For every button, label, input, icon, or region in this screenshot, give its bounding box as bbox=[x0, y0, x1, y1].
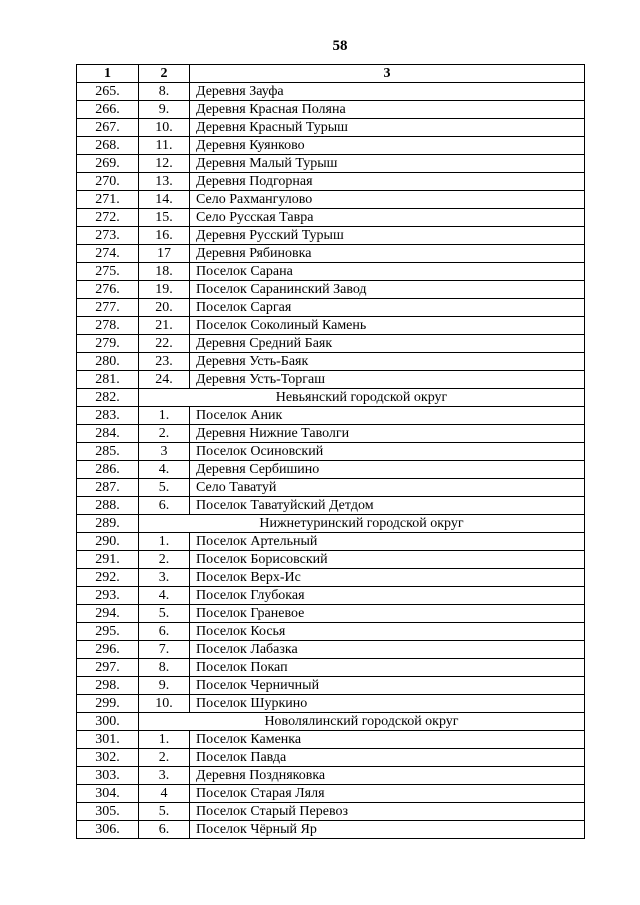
settlement-name: Поселок Старый Перевоз bbox=[190, 803, 585, 821]
row-number: 266. bbox=[77, 101, 139, 119]
sub-number: 16. bbox=[139, 227, 190, 245]
row-number: 269. bbox=[77, 155, 139, 173]
sub-number: 6. bbox=[139, 821, 190, 839]
sub-number: 2. bbox=[139, 749, 190, 767]
table-row bbox=[77, 407, 585, 425]
row-number: 284. bbox=[77, 425, 139, 443]
sub-number: 18. bbox=[139, 263, 190, 281]
sub-number: 8. bbox=[139, 659, 190, 677]
table-row bbox=[77, 83, 585, 101]
settlement-name: Поселок Глубокая bbox=[190, 587, 585, 605]
settlement-name: Деревня Красная Поляна bbox=[190, 101, 585, 119]
sub-number: 6. bbox=[139, 497, 190, 515]
table-row bbox=[77, 335, 585, 353]
row-number: 276. bbox=[77, 281, 139, 299]
settlement-name: Поселок Каменка bbox=[190, 731, 585, 749]
sub-number: 13. bbox=[139, 173, 190, 191]
table-row bbox=[77, 677, 585, 695]
row-number: 297. bbox=[77, 659, 139, 677]
sub-number: 14. bbox=[139, 191, 190, 209]
sub-number: 1. bbox=[139, 407, 190, 425]
row-number: 273. bbox=[77, 227, 139, 245]
settlement-name: Поселок Лабазка bbox=[190, 641, 585, 659]
table-header-row bbox=[77, 65, 585, 83]
table-row bbox=[77, 227, 585, 245]
sub-number: 4. bbox=[139, 587, 190, 605]
table-row bbox=[77, 101, 585, 119]
settlement-name: Поселок Граневое bbox=[190, 605, 585, 623]
settlement-name: Поселок Черничный bbox=[190, 677, 585, 695]
row-number: 296. bbox=[77, 641, 139, 659]
table-row bbox=[77, 803, 585, 821]
sub-number: 23. bbox=[139, 353, 190, 371]
sub-number: 21. bbox=[139, 317, 190, 335]
row-number: 282. bbox=[77, 389, 139, 407]
sub-number: 9. bbox=[139, 101, 190, 119]
header-col-2: 2 bbox=[139, 65, 190, 83]
table-row bbox=[77, 443, 585, 461]
row-number: 294. bbox=[77, 605, 139, 623]
sub-number: 2. bbox=[139, 425, 190, 443]
row-number: 268. bbox=[77, 137, 139, 155]
row-number: 291. bbox=[77, 551, 139, 569]
header-col-3: 3 bbox=[190, 65, 585, 83]
table-row bbox=[77, 659, 585, 677]
settlement-name: Деревня Зауфа bbox=[190, 83, 585, 101]
settlement-name: Деревня Усть-Баяк bbox=[190, 353, 585, 371]
sub-number: 5. bbox=[139, 605, 190, 623]
row-number: 267. bbox=[77, 119, 139, 137]
row-number: 286. bbox=[77, 461, 139, 479]
sub-number: 2. bbox=[139, 551, 190, 569]
table-row bbox=[77, 821, 585, 839]
table-row bbox=[77, 767, 585, 785]
settlement-name: Поселок Чёрный Яр bbox=[190, 821, 585, 839]
row-number: 305. bbox=[77, 803, 139, 821]
settlement-name: Поселок Таватуйский Детдом bbox=[190, 497, 585, 515]
row-number: 300. bbox=[77, 713, 139, 731]
sub-number: 9. bbox=[139, 677, 190, 695]
settlement-name: Деревня Красный Турыш bbox=[190, 119, 585, 137]
table-row bbox=[77, 479, 585, 497]
settlement-name: Поселок Борисовский bbox=[190, 551, 585, 569]
row-number: 279. bbox=[77, 335, 139, 353]
row-number: 283. bbox=[77, 407, 139, 425]
row-number: 292. bbox=[77, 569, 139, 587]
sub-number: 10. bbox=[139, 695, 190, 713]
settlement-name: Поселок Сарана bbox=[190, 263, 585, 281]
sub-number: 6. bbox=[139, 623, 190, 641]
settlement-name: Деревня Нижние Таволги bbox=[190, 425, 585, 443]
settlement-name: Село Рахмангулово bbox=[190, 191, 585, 209]
sub-number: 4 bbox=[139, 785, 190, 803]
settlement-name: Поселок Павда bbox=[190, 749, 585, 767]
header-col-1: 1 bbox=[77, 65, 139, 83]
row-number: 277. bbox=[77, 299, 139, 317]
district-name: Новолялинский городской округ bbox=[139, 713, 585, 731]
table-row bbox=[77, 785, 585, 803]
district-name: Нижнетуринский городской округ bbox=[139, 515, 585, 533]
table-row bbox=[77, 119, 585, 137]
sub-number: 20. bbox=[139, 299, 190, 317]
row-number: 306. bbox=[77, 821, 139, 839]
settlement-name: Поселок Верх-Ис bbox=[190, 569, 585, 587]
settlement-name: Поселок Соколиный Камень bbox=[190, 317, 585, 335]
sub-number: 5. bbox=[139, 479, 190, 497]
table-row bbox=[77, 587, 585, 605]
sub-number: 22. bbox=[139, 335, 190, 353]
settlement-name: Деревня Русский Турыш bbox=[190, 227, 585, 245]
settlement-name: Поселок Артельный bbox=[190, 533, 585, 551]
settlement-name: Деревня Рябиновка bbox=[190, 245, 585, 263]
row-number: 270. bbox=[77, 173, 139, 191]
row-number: 271. bbox=[77, 191, 139, 209]
sub-number: 15. bbox=[139, 209, 190, 227]
settlement-name: Село Русская Тавра bbox=[190, 209, 585, 227]
sub-number: 1. bbox=[139, 533, 190, 551]
settlement-name: Деревня Куянково bbox=[190, 137, 585, 155]
row-number: 302. bbox=[77, 749, 139, 767]
district-name: Невьянский городской округ bbox=[139, 389, 585, 407]
row-number: 272. bbox=[77, 209, 139, 227]
settlement-name: Поселок Шуркино bbox=[190, 695, 585, 713]
table-row bbox=[77, 245, 585, 263]
row-number: 304. bbox=[77, 785, 139, 803]
table-row bbox=[77, 641, 585, 659]
table-row bbox=[77, 317, 585, 335]
table-row bbox=[77, 137, 585, 155]
settlement-name: Деревня Усть-Торгаш bbox=[190, 371, 585, 389]
table-row bbox=[77, 209, 585, 227]
row-number: 290. bbox=[77, 533, 139, 551]
sub-number: 3. bbox=[139, 767, 190, 785]
row-number: 301. bbox=[77, 731, 139, 749]
settlement-name: Деревня Поздняковка bbox=[190, 767, 585, 785]
table-row bbox=[77, 281, 585, 299]
row-number: 299. bbox=[77, 695, 139, 713]
table-row bbox=[77, 551, 585, 569]
table-row bbox=[77, 533, 585, 551]
row-number: 295. bbox=[77, 623, 139, 641]
table-row bbox=[77, 155, 585, 173]
table-row bbox=[77, 749, 585, 767]
settlement-name: Поселок Аник bbox=[190, 407, 585, 425]
table-row bbox=[77, 353, 585, 371]
table-row bbox=[77, 371, 585, 389]
settlement-name: Поселок Старая Ляля bbox=[190, 785, 585, 803]
row-number: 278. bbox=[77, 317, 139, 335]
row-number: 274. bbox=[77, 245, 139, 263]
page-number: 58 bbox=[332, 38, 348, 54]
table-row bbox=[77, 569, 585, 587]
sub-number: 4. bbox=[139, 461, 190, 479]
row-number: 288. bbox=[77, 497, 139, 515]
sub-number: 10. bbox=[139, 119, 190, 137]
row-number: 287. bbox=[77, 479, 139, 497]
settlements-table bbox=[76, 64, 585, 839]
settlement-name: Поселок Косья bbox=[190, 623, 585, 641]
sub-number: 17 bbox=[139, 245, 190, 263]
sub-number: 3. bbox=[139, 569, 190, 587]
settlement-name: Деревня Сербишино bbox=[190, 461, 585, 479]
table-row bbox=[77, 173, 585, 191]
settlement-name: Деревня Средний Баяк bbox=[190, 335, 585, 353]
table-row bbox=[77, 605, 585, 623]
sub-number: 24. bbox=[139, 371, 190, 389]
settlement-name: Поселок Осиновский bbox=[190, 443, 585, 461]
sub-number: 8. bbox=[139, 83, 190, 101]
row-number: 280. bbox=[77, 353, 139, 371]
sub-number: 1. bbox=[139, 731, 190, 749]
table-row bbox=[77, 263, 585, 281]
row-number: 281. bbox=[77, 371, 139, 389]
table-row bbox=[77, 623, 585, 641]
settlement-name: Поселок Саранинский Завод bbox=[190, 281, 585, 299]
table-row bbox=[77, 191, 585, 209]
settlement-name: Поселок Покап bbox=[190, 659, 585, 677]
sub-number: 3 bbox=[139, 443, 190, 461]
row-number: 265. bbox=[77, 83, 139, 101]
district-row bbox=[77, 515, 585, 533]
sub-number: 7. bbox=[139, 641, 190, 659]
sub-number: 19. bbox=[139, 281, 190, 299]
row-number: 285. bbox=[77, 443, 139, 461]
district-row bbox=[77, 713, 585, 731]
sub-number: 5. bbox=[139, 803, 190, 821]
sub-number: 12. bbox=[139, 155, 190, 173]
table-row bbox=[77, 425, 585, 443]
settlement-name: Поселок Саргая bbox=[190, 299, 585, 317]
row-number: 289. bbox=[77, 515, 139, 533]
settlement-name: Село Таватуй bbox=[190, 479, 585, 497]
row-number: 303. bbox=[77, 767, 139, 785]
table-row bbox=[77, 731, 585, 749]
table-row bbox=[77, 695, 585, 713]
sub-number: 11. bbox=[139, 137, 190, 155]
row-number: 293. bbox=[77, 587, 139, 605]
district-row bbox=[77, 389, 585, 407]
table-row bbox=[77, 497, 585, 515]
row-number: 298. bbox=[77, 677, 139, 695]
table-row bbox=[77, 461, 585, 479]
table-row bbox=[77, 299, 585, 317]
settlement-name: Деревня Малый Турыш bbox=[190, 155, 585, 173]
settlement-name: Деревня Подгорная bbox=[190, 173, 585, 191]
row-number: 275. bbox=[77, 263, 139, 281]
